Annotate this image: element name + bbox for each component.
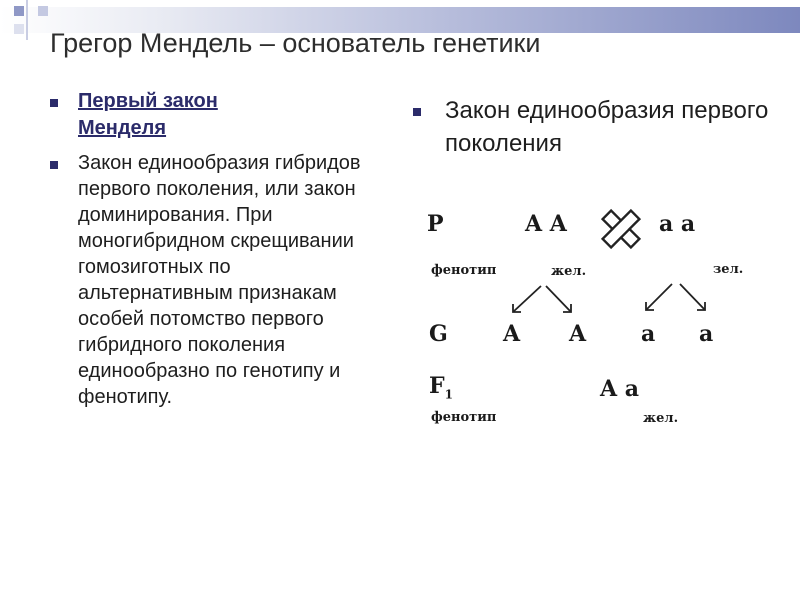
parent1-genotype: A A — [525, 211, 567, 237]
first-law-heading: Первый закон Менделя — [78, 90, 218, 139]
arrow-line — [546, 286, 571, 312]
arrow-line — [646, 284, 672, 310]
f1-subscript: 1 — [444, 387, 453, 402]
arrow-line — [513, 286, 541, 312]
arrow-line — [680, 284, 705, 310]
phenotype-label: фенотип — [431, 263, 497, 278]
parent2-phenotype: зел. — [713, 262, 744, 277]
parent2-genotype: a a — [659, 211, 696, 237]
f1-phenotype-label: фенотип — [431, 410, 497, 425]
arrows-parent1 — [513, 286, 571, 312]
gamete: A — [569, 321, 587, 347]
decor-square — [14, 6, 24, 16]
gamete: a — [641, 321, 656, 347]
cross-symbol-icon — [593, 201, 650, 258]
slide-title: Грегор Мендель – основатель генетики — [50, 28, 541, 58]
diagram-graphics — [410, 195, 760, 445]
arrows-parent2 — [646, 284, 705, 310]
f1-phenotype: жел. — [643, 411, 679, 426]
f1-label — [429, 373, 453, 401]
decor-vertical-line — [26, 0, 28, 40]
crossing-diagram — [410, 195, 760, 445]
gamete: A — [503, 321, 521, 347]
f1-genotype: A a — [600, 376, 639, 402]
bullet-icon — [413, 108, 421, 116]
uniformity-law-title: Закон единообразия первого поколения — [445, 97, 769, 157]
first-law-description: Закон единообразия гибридов первого поколения, или закон доминирования. При моногибридном скрещивании гомозиготных по альтернативным признакам особей потомство первого гибридного поколения единообразно по генотипу и фенотипу. — [78, 152, 361, 408]
decor-square — [14, 24, 24, 34]
parents-label: P — [427, 211, 444, 237]
gamete: a — [699, 321, 714, 347]
bullet-icon — [50, 161, 58, 169]
f1-letter: F — [429, 373, 445, 399]
gametes-label: G — [429, 321, 448, 347]
bullet-icon — [50, 99, 58, 107]
decor-square — [38, 6, 48, 16]
parent1-phenotype: жел. — [551, 264, 587, 279]
